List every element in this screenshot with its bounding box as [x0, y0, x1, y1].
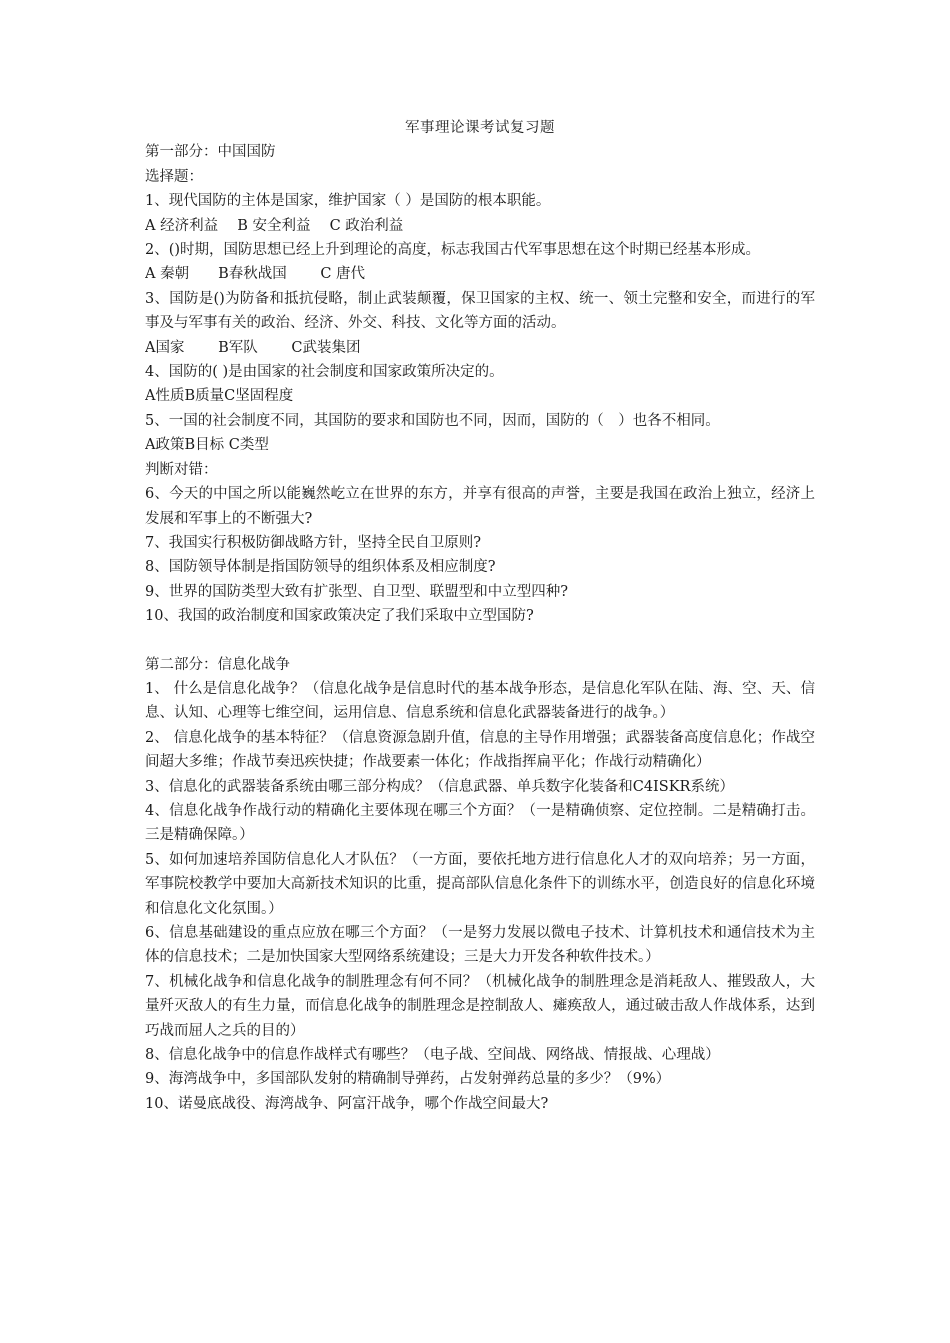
part2-question-7: 7、机械化战争和信息化战争的制胜理念有何不同？（机械化战争的制胜理念是消耗敌人、摧毁敌人，大量歼灭敌人的有生力量，而信息化战争的制胜理念是控制敌人、瘫痪敌人，通过破击敌人作战体系，达到巧战而屈人之兵的目的） [145, 973, 815, 1039]
part2-heading: 第二部分：信息化战争 [145, 656, 290, 673]
part1-question-5: 5、一国的社会制度不同，其国防的要求和国防也不同，因而，国防的（ ）也各不相同。 [145, 412, 720, 429]
part1-question-5-options: A政策B目标 C类型 [145, 437, 269, 454]
part1-question-4: 4、国防的( )是由国家的社会制度和国家政策所决定的。 [145, 364, 504, 381]
part2-question-4: 4、信息化战争作战行动的精确化主要体现在哪三个方面？（一是精确侦察、定位控制。二是精确打击。三是精确保障。） [145, 802, 815, 844]
part2-question-6: 6、信息基础建设的重点应放在哪三个方面？（一是努力发展以微电子技术、计算机技术和通信技术为主体的信息技术；二是加快国家大型网络系统建设；三是大力开发各种软件技术。） [145, 925, 815, 966]
part1-heading: 第一部分：中国国防 [145, 144, 276, 161]
part2-question-5: 5、如何加速培养国防信息化人才队伍？（一方面，要依托地方进行信息化人才的双向培养；另一方面，军事院校教学中要加大高新技术知识的比重，提高部队信息化条件下的训练水平，创造良好的信息化环境和信息化文化氛围。） [145, 851, 815, 917]
part2-question-2: 2、 信息化战争的基本特征？（信息资源急剧升值，信息的主导作用增强；武器装备高度信息化；作战空间超大多维；作战节奏迅疾快捷；作战要素一体化；作战指挥扁平化；作战行动精确化） [145, 729, 815, 771]
part2-question-1: 1、 什么是信息化战争？（信息化战争是信息时代的基本战争形态，是信息化军队在陆、海、空、天、信息、认知、心理等七维空间，运用信息、信息系统和信息化武器装备进行的战争。） [145, 680, 815, 722]
part2-question-8: 8、信息化战争中的信息作战样式有哪些？（电子战、空间战、网络战、情报战、心理战） [145, 1047, 720, 1064]
judge-section-heading: 判断对错： [145, 461, 218, 478]
part1-question-1: 1、现代国防的主体是国家，维护国家（ ）是国防的根本职能。 [145, 193, 551, 210]
part1-question-6: 6、今天的中国之所以能巍然屹立在世界的东方，并享有很高的声誉，主要是我国在政治上独立，经济上发展和军事上的不断强大? [145, 486, 815, 527]
document-title: 军事理论课考试复习题 [405, 120, 555, 136]
part1-question-3-options: A国家 B军队 C武装集团 [145, 339, 361, 356]
part1-question-7: 7、我国实行积极防御战略方针，坚持全民自卫原则? [145, 534, 481, 551]
part1-question-9: 9、世界的国防类型大致有扩张型、自卫型、联盟型和中立型四种? [145, 583, 568, 600]
part1-question-2-options: A 秦朝 B春秋战国 C 唐代 [145, 266, 366, 283]
part1-question-2: 2、()时期，国防思想已经上升到理论的高度，标志我国古代军事思想在这个时期已经基本形成。 [145, 242, 761, 259]
part1-question-10: 10、我国的政治制度和国家政策决定了我们采取中立型国防? [145, 608, 534, 625]
choice-section-heading: 选择题： [145, 168, 203, 185]
part1-question-1-options: A 经济利益 B 安全利益 C 政治利益 [145, 217, 404, 234]
part2-question-9: 9、海湾战争中，多国部队发射的精确制导弹药，占发射弹药总量的多少？（9%） [145, 1071, 671, 1088]
section-spacer [145, 629, 815, 653]
part1-question-4-options: A性质B质量C坚固程度 [145, 388, 294, 405]
part2-question-10: 10、诺曼底战役、海湾战争、阿富汗战争，哪个作战空间最大? [145, 1095, 549, 1112]
part2-question-3: 3、信息化的武器装备系统由哪三部分构成？（信息武器、单兵数字化装备和C4ISKR系统） [145, 778, 734, 795]
document-body [145, 116, 815, 1116]
part1-question-8: 8、国防领导体制是指国防领导的组织体系及相应制度? [145, 559, 496, 576]
part1-question-3: 3、国防是()为防备和抵抗侵略，制止武装颠覆，保卫国家的主权、统一、领土完整和安全，而进行的军事及与军事有关的政治、经济、外交、科技、文化等方面的活动。 [145, 290, 815, 332]
